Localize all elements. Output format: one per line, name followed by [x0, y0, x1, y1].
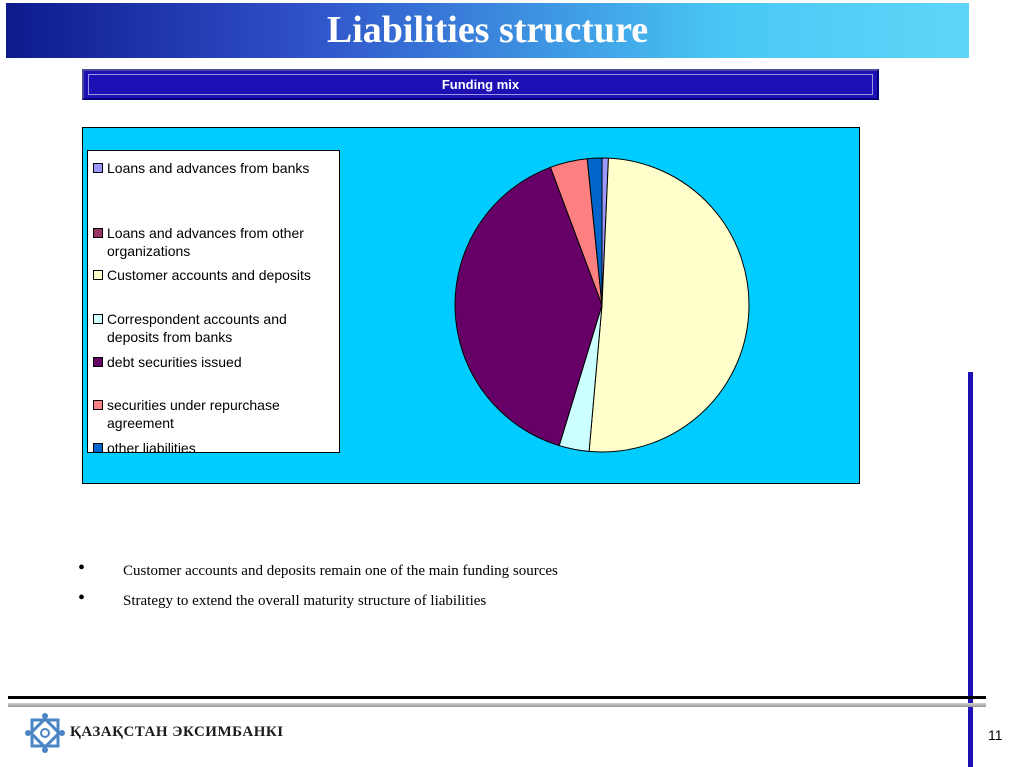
pie-chart [83, 128, 861, 485]
pie-slice [589, 158, 749, 452]
page-number: 11 [988, 727, 1003, 743]
footer-divider-shadow [8, 703, 986, 707]
bullet-item [76, 557, 876, 587]
bullet-item [76, 587, 876, 617]
bullet-dot: • [78, 587, 86, 609]
legend-label: other liabilities [107, 440, 196, 456]
legend-label: securities under repurchase agreement [107, 397, 280, 431]
bullet-text: Strategy to extend the overall maturity structure of liabilities [123, 593, 487, 609]
bullet-list [76, 557, 876, 617]
legend-label: Loans and advances from other organizations [107, 225, 304, 259]
title-bar [6, 3, 969, 58]
eximbank-logo-icon [24, 712, 66, 754]
funding-mix-label: Funding mix [441, 77, 520, 92]
footer-divider [8, 696, 986, 699]
legend-label: Customer accounts and deposits [107, 267, 311, 283]
legend-label: Correspondent accounts and deposits from banks [107, 311, 287, 345]
legend-label: debt securities issued [107, 354, 242, 370]
bank-name: ҚАЗАҚСТАН ЭКСИМБАНКІ [70, 724, 284, 740]
legend-label: Loans and advances from banks [107, 160, 310, 176]
pie-chart-area [82, 127, 860, 484]
bullet-text: Customer accounts and deposits remain one of the main funding sources [123, 563, 558, 579]
bullet-dot: • [78, 557, 86, 579]
vertical-accent-line [968, 372, 973, 767]
slide-title: Liabilities structure [326, 9, 649, 51]
funding-mix-header [82, 69, 879, 100]
